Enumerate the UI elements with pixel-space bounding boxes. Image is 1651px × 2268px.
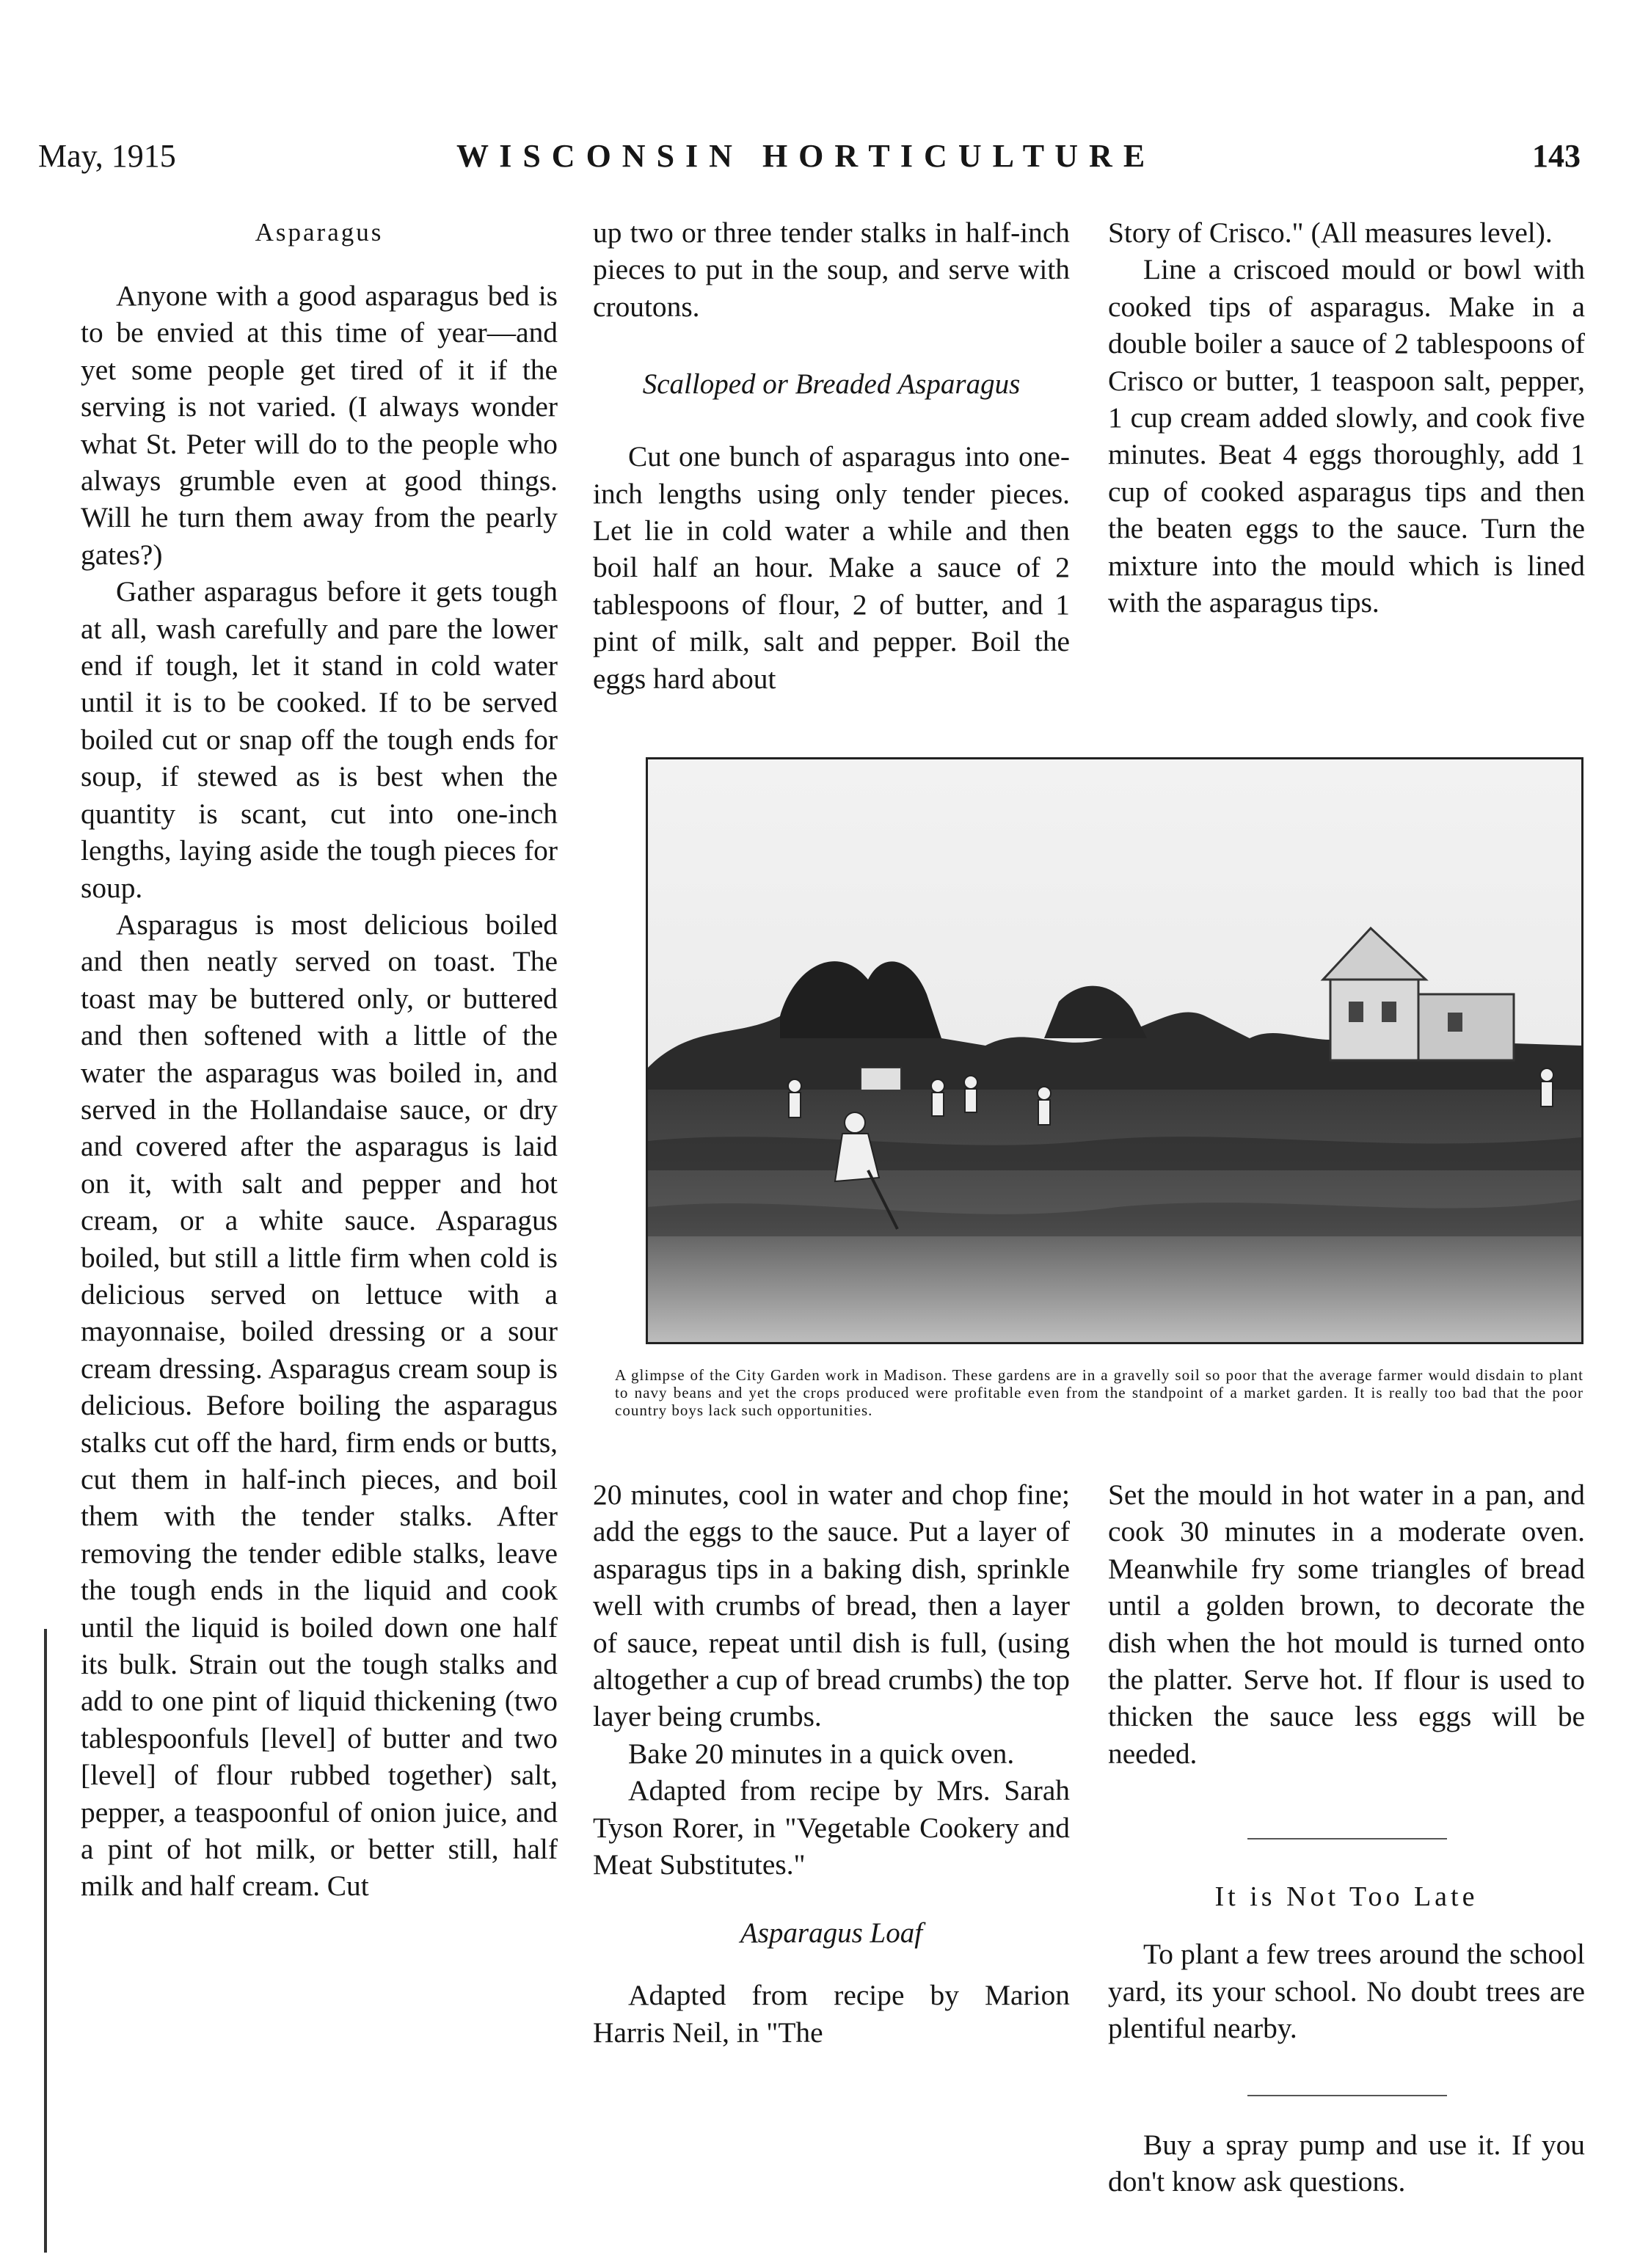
paragraph: Anyone with a good asparagus bed is to be envied at this time of year—and yet some people get tired of it if the serving is not varied. (I always wonder what St. Peter will do to the people who always grumble even at good things. Will he turn them away from the pearly gates?) — [81, 280, 558, 571]
column-3-notes — [1108, 1878, 1585, 2047]
paragraph: To plant a few trees around the school yard, its your school. No doubt trees are plentiful nearby. — [1108, 1938, 1585, 2045]
paragraph: 20 minutes, cool in water and chop fine; add the eggs to the sauce. Put a layer of asparagus tips in a baking dish, sprinkle well with crumbs of bread, then a layer of sauce, repeat until dish is full, (using altogether a cup of bread crumbs) the top layer being crumbs. — [593, 1478, 1070, 1733]
paragraph: Cut one bunch of asparagus into one-inch lengths using only tender pieces. Let lie in cold water a while and then boil half an hour. Make a sauce of 2 tablespoons of flour, 2 of butter, and 1 pint of milk, salt and pepper. Boil the eggs hard about — [593, 440, 1070, 695]
paragraph: Adapted from recipe by Mrs. Sarah Tyson Rorer, in "Vegetable Cookery and Meat Substitutes." — [593, 1774, 1070, 1881]
paragraph: Bake 20 minutes in a quick oven. — [628, 1737, 1015, 1770]
page-number: 143 — [1532, 138, 1581, 174]
divider-rule — [1247, 1838, 1447, 1839]
note-heading: It is Not Too Late — [1214, 1881, 1479, 1912]
article-heading: Asparagus — [255, 218, 384, 247]
photo-caption: A glimpse of the City Garden work in Madison. These gardens are in a gravelly soil so poor that the average farmer would disdain to plant to navy beans and yet the crops produced were profitable even from the standpoint of a market garden. It is really too bad that the poor country boys lack such opportunities. — [615, 1366, 1583, 1419]
garden-photo-illustration — [648, 759, 1581, 1342]
subheading-scalloped: Scalloped or Breaded Asparagus — [642, 368, 1021, 401]
column-2-top — [593, 214, 1070, 697]
divider-rule — [1247, 2095, 1447, 2096]
margin-line — [44, 1629, 47, 2253]
journal-title: W I S C O N S I N H O R T I C U L T U R E — [456, 138, 1147, 174]
column-2-bottom — [593, 1476, 1070, 2051]
paragraph: Set the mould in hot water in a pan, and cook 30 minutes in a moderate oven. Meanwhile fry some triangles of bread until a golden brown, to decorate the dish when the hot mould is turned onto the platter. Serve hot. If flour is used to thicken the sauce less eggs will be needed. — [1108, 1478, 1585, 1770]
paragraph: Adapted from recipe by Marion Harris Neil, in "The — [593, 1979, 1070, 2049]
column-3-bottom — [1108, 1476, 1585, 1772]
subheading-loaf: Asparagus Loaf — [740, 1917, 923, 1950]
header-date: May, 1915 — [38, 138, 176, 174]
paragraph: Story of Crisco." (All measures level). — [1108, 216, 1553, 249]
column-3-spray — [1108, 2126, 1585, 2200]
column-3-top — [1108, 214, 1585, 621]
garden-photo — [646, 757, 1583, 1344]
column-1 — [81, 214, 558, 1905]
paragraph: up two or three tender stalks in half-inch pieces to put in the soup, and serve with croutons. — [593, 216, 1070, 323]
paragraph: Gather asparagus before it gets tough at all, wash carefully and pare the lower end if tough, let it stand in cold water until it is to be cooked. If to be served boiled cut or snap off the tough ends for soup, if stewed as is best when the quantity is scant, cut into one-inch lengths, laying aside the tough pieces for soup. — [81, 575, 558, 904]
paragraph: Buy a spray pump and use it. If you don't know ask questions. — [1108, 2129, 1585, 2198]
paragraph: Asparagus is most delicious boiled and then neatly served on toast. The toast may be buttered only, or buttered and then softened with a little of the water the asparagus was boiled in, and served in the Hollandaise sauce, or dry and covered after the asparagus is laid on it, with salt and pepper and hot cream, or a white sauce. Asparagus boiled, but still a little firm when cold is delicious served on lettuce with a mayonnaise, boiled dressing or a sour cream dressing. Asparagus cream soup is delicious. Before boiling the asparagus stalks cut off the hard, firm ends or butts, cut them in half-inch pieces, and boil them with the tender stalks. After removing the tender edible stalks, leave the tough ends in the liquid and cook until the liquid is boiled down one half its bulk. Strain out the tough stalks and add to one pint of liquid thickening (two tablespoonfuls [level] of butter and two [level] of flour rubbed together) salt, pepper, a teaspoonful of onion juice, and a pint of hot milk, or better still, half milk and half cream. Cut — [81, 908, 558, 1903]
paragraph: Line a criscoed mould or bowl with cooked tips of asparagus. Make in a double boiler a sauce of 2 tablespoons of Crisco or butter, 1 teaspoon salt, pepper, 1 cup cream added slowly, and cook five minutes. Beat 4 eggs thoroughly, add 1 cup of cooked asparagus tips and then the beaten eggs to the sauce. Turn the mixture into the mould which is lined with the asparagus tips. — [1108, 253, 1585, 619]
